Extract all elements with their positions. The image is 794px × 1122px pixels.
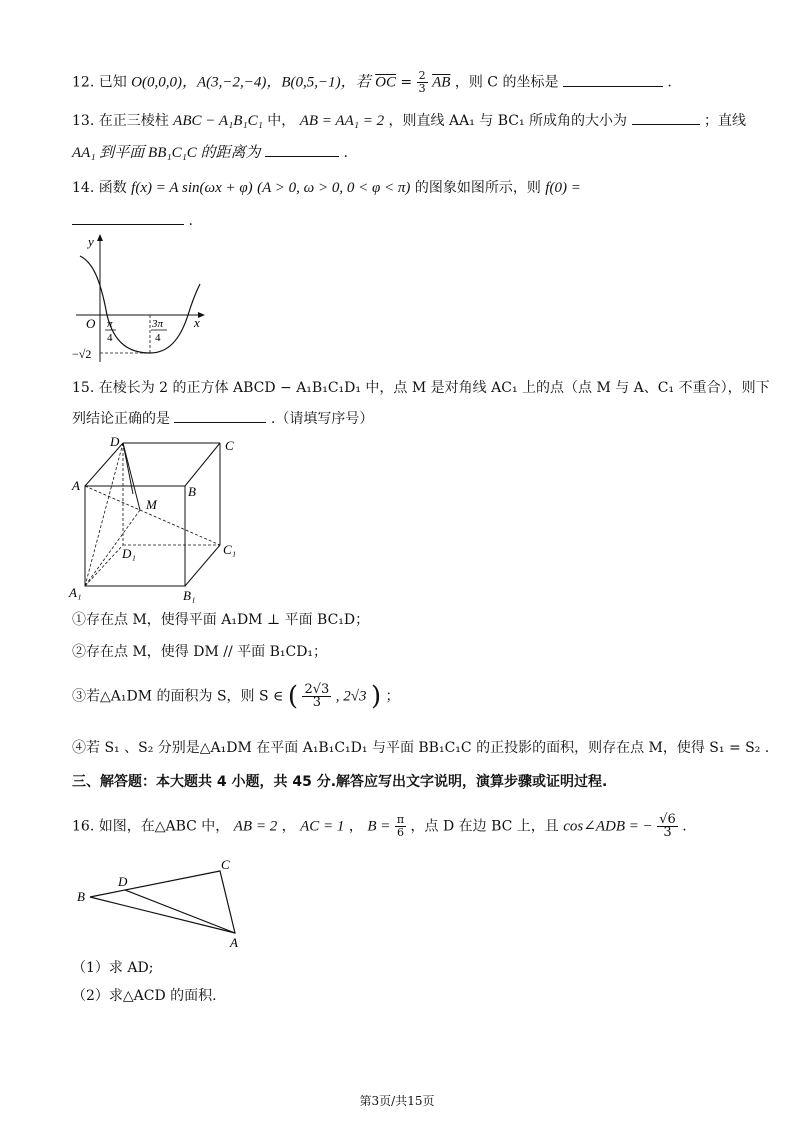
label-d-vertex: D bbox=[118, 874, 128, 889]
question-13-line2 bbox=[72, 142, 754, 163]
x-label: x bbox=[194, 315, 200, 330]
q15-option-4-text: ④若 S₁ 、S₂ 分别是△A₁DM 在平面 A₁B₁C₁D₁ 与平面 BB₁C₁C 的正投影的面积，则存在点 M，使得 S₁ = S₂ . bbox=[72, 740, 770, 756]
diagonal-ac1 bbox=[85, 486, 220, 545]
q15-option-3-prefix: ③若△A₁DM 的面积为 S，则 S ∈ bbox=[72, 688, 284, 705]
q16-part-1-text: （1）求 AD; bbox=[72, 960, 154, 976]
label-a-vertex: A bbox=[230, 935, 238, 950]
q16-b-fraction bbox=[395, 814, 406, 839]
q12-points: O(0,0,0)，A(3,−2,−4)，B(0,5,−1)，若 bbox=[131, 74, 371, 91]
q16-cos-den: 3 bbox=[663, 825, 672, 840]
q13-prefix: 13. 在正三棱柱 bbox=[72, 113, 169, 129]
q13-answer-blank-1[interactable] bbox=[632, 110, 700, 125]
y-label: y bbox=[88, 234, 94, 249]
q12-frac-num: 2 bbox=[418, 69, 426, 82]
edge-bc bbox=[185, 443, 220, 486]
q15-open-paren: ( bbox=[287, 681, 299, 712]
q12-equals: = bbox=[400, 74, 413, 91]
q13-sep: ；直线 bbox=[703, 113, 746, 129]
q16-cos-num: √6 bbox=[659, 812, 676, 827]
q15-line2-prefix: 列结论正确的是 bbox=[72, 411, 170, 427]
q12-answer-blank[interactable] bbox=[563, 72, 663, 87]
q16-cond2: AC = 1 bbox=[300, 818, 345, 835]
segment-dm bbox=[123, 443, 140, 510]
q16-cond1: AB = 2 bbox=[233, 818, 278, 835]
q15-option-1 bbox=[72, 610, 754, 630]
label-b: B bbox=[188, 484, 196, 499]
q15-option-2-text: ②存在点 M，使得 DM // 平面 B₁CD₁； bbox=[72, 644, 328, 660]
label-a: A bbox=[72, 478, 80, 493]
q14-suffix: 的图象如图所示，则 bbox=[414, 180, 541, 196]
q15-option-3-fraction bbox=[302, 684, 331, 709]
q15-option-3-frac-den: 3 bbox=[312, 695, 322, 710]
q12-prefix: 12. 已知 bbox=[72, 74, 127, 91]
q14-func: f(x) = A sin(ωx + φ) bbox=[131, 180, 253, 196]
q13-cond: AB = AA₁ = 2 bbox=[299, 113, 385, 129]
q14-end: . bbox=[188, 213, 193, 229]
q16-b-num: π bbox=[396, 813, 405, 826]
page-number: 第3页/共15页 bbox=[359, 1094, 435, 1108]
section-3-title: 三、解答题：本大题共 4 小题，共 45 分.解答应写出文字说明，演算步骤或证明过程. bbox=[72, 774, 608, 790]
q15-line1: 15. 在棱长为 2 的正方体 ABCD − A₁B₁C₁D₁ 中，点 M 是对角线 AC₁ 上的点（点 M 与 A、C₁ 不重合），则下 bbox=[72, 380, 770, 396]
q16-mid: ，点 D 在边 BC 上，且 bbox=[410, 818, 559, 835]
label-c1: C₁ bbox=[223, 542, 237, 557]
q13-line2: AA₁ 到平面 BB₁C₁C 的距离为 bbox=[72, 145, 261, 161]
tick-3pi-over-4-num: 3π bbox=[152, 318, 164, 330]
q16-b-den: 6 bbox=[396, 826, 404, 839]
q16-prefix: 16. 如图，在△ABC 中， bbox=[72, 818, 230, 835]
question-16 bbox=[72, 814, 754, 839]
q14-prefix: 14. 函数 bbox=[72, 180, 127, 196]
segment-ad bbox=[125, 890, 235, 933]
question-12 bbox=[72, 70, 754, 95]
label-d1: D₁ bbox=[122, 546, 136, 561]
y-axis-arrow-icon bbox=[97, 234, 103, 241]
question-14 bbox=[72, 178, 754, 198]
q15-option-4 bbox=[72, 738, 770, 758]
tick-pi-over-4-num: π bbox=[107, 318, 113, 330]
q12-frac-den: 3 bbox=[418, 82, 426, 95]
q14-answer-blank[interactable] bbox=[72, 210, 184, 225]
edge-b1c1 bbox=[185, 545, 220, 586]
q15-answer-blank[interactable] bbox=[174, 408, 266, 423]
q12-suffix: ，则 C 的坐标是 bbox=[454, 74, 559, 91]
q12-fraction bbox=[417, 70, 428, 95]
q12-end: . bbox=[667, 74, 672, 91]
q15-option-3-suffix: , 2√3 bbox=[335, 688, 367, 705]
q15-close-paren: ) bbox=[370, 681, 382, 712]
label-c: C bbox=[225, 438, 234, 453]
origin-label: O bbox=[86, 316, 96, 331]
q13-end: . bbox=[343, 145, 348, 161]
q13-ask1: ，则直线 AA₁ 与 BC₁ 所成角的大小为 bbox=[388, 113, 628, 129]
q12-vector-oc: $\overline{OC}$ bbox=[375, 74, 396, 91]
q13-answer-blank-2[interactable] bbox=[265, 142, 339, 157]
q15-line2-suffix: .（请填写序号） bbox=[270, 411, 374, 427]
q15-option-3-frac-num: 2√3 bbox=[304, 682, 330, 697]
front-face bbox=[85, 486, 185, 586]
tick-3pi-over-4-den: 4 bbox=[155, 332, 161, 344]
q15-option-3-end: ； bbox=[385, 688, 400, 705]
q15-option-1-text: ①存在点 M，使得平面 A₁DM ⊥ 平面 BC₁D； bbox=[72, 612, 370, 628]
label-m: M bbox=[146, 497, 157, 512]
q16-cos-pre: cos∠ADB = − bbox=[563, 818, 653, 835]
label-c-vertex: C bbox=[221, 857, 230, 872]
q15-option-2 bbox=[72, 642, 754, 662]
q13-mid: 中， bbox=[267, 113, 296, 129]
label-b-vertex: B bbox=[77, 889, 85, 904]
page-footer bbox=[0, 1092, 794, 1109]
q16-end: . bbox=[682, 818, 687, 835]
q16-part-1 bbox=[72, 958, 754, 978]
q16-part-2-text: （2）求△ACD 的面积. bbox=[72, 988, 217, 1004]
cube-figure bbox=[60, 430, 260, 605]
sine-graph bbox=[62, 232, 212, 367]
q16-sep1: ， bbox=[281, 818, 296, 835]
q14-ask: f(0) = bbox=[545, 180, 581, 196]
q12-vector-ab: $\overline{AB}$ bbox=[432, 74, 451, 91]
min-value-label: −√2 bbox=[72, 347, 92, 361]
q15-option-3 bbox=[72, 681, 754, 712]
sine-curve bbox=[80, 256, 200, 353]
section-3-heading bbox=[72, 772, 754, 792]
label-a1: A₁ bbox=[69, 585, 82, 600]
question-15-line2 bbox=[72, 408, 754, 429]
q13-prism: ABC − A₁B₁C₁ bbox=[173, 113, 263, 129]
label-b1: B₁ bbox=[183, 588, 196, 603]
q16-sep2: ， bbox=[348, 818, 363, 835]
q14-cond: (A > 0, ω > 0, 0 < φ < π) bbox=[257, 180, 411, 196]
question-14-answer-line bbox=[72, 210, 754, 231]
q16-part-2 bbox=[72, 986, 754, 1006]
triangle-figure bbox=[70, 855, 260, 950]
question-15-line1 bbox=[72, 378, 770, 398]
tick-pi-over-4-den: 4 bbox=[107, 332, 113, 344]
q16-cos-fraction bbox=[657, 814, 678, 839]
q16-cond3-pre: B = bbox=[367, 818, 391, 835]
triangle-abc bbox=[90, 871, 235, 933]
question-13-line1 bbox=[72, 110, 754, 131]
label-d: D bbox=[110, 434, 120, 449]
